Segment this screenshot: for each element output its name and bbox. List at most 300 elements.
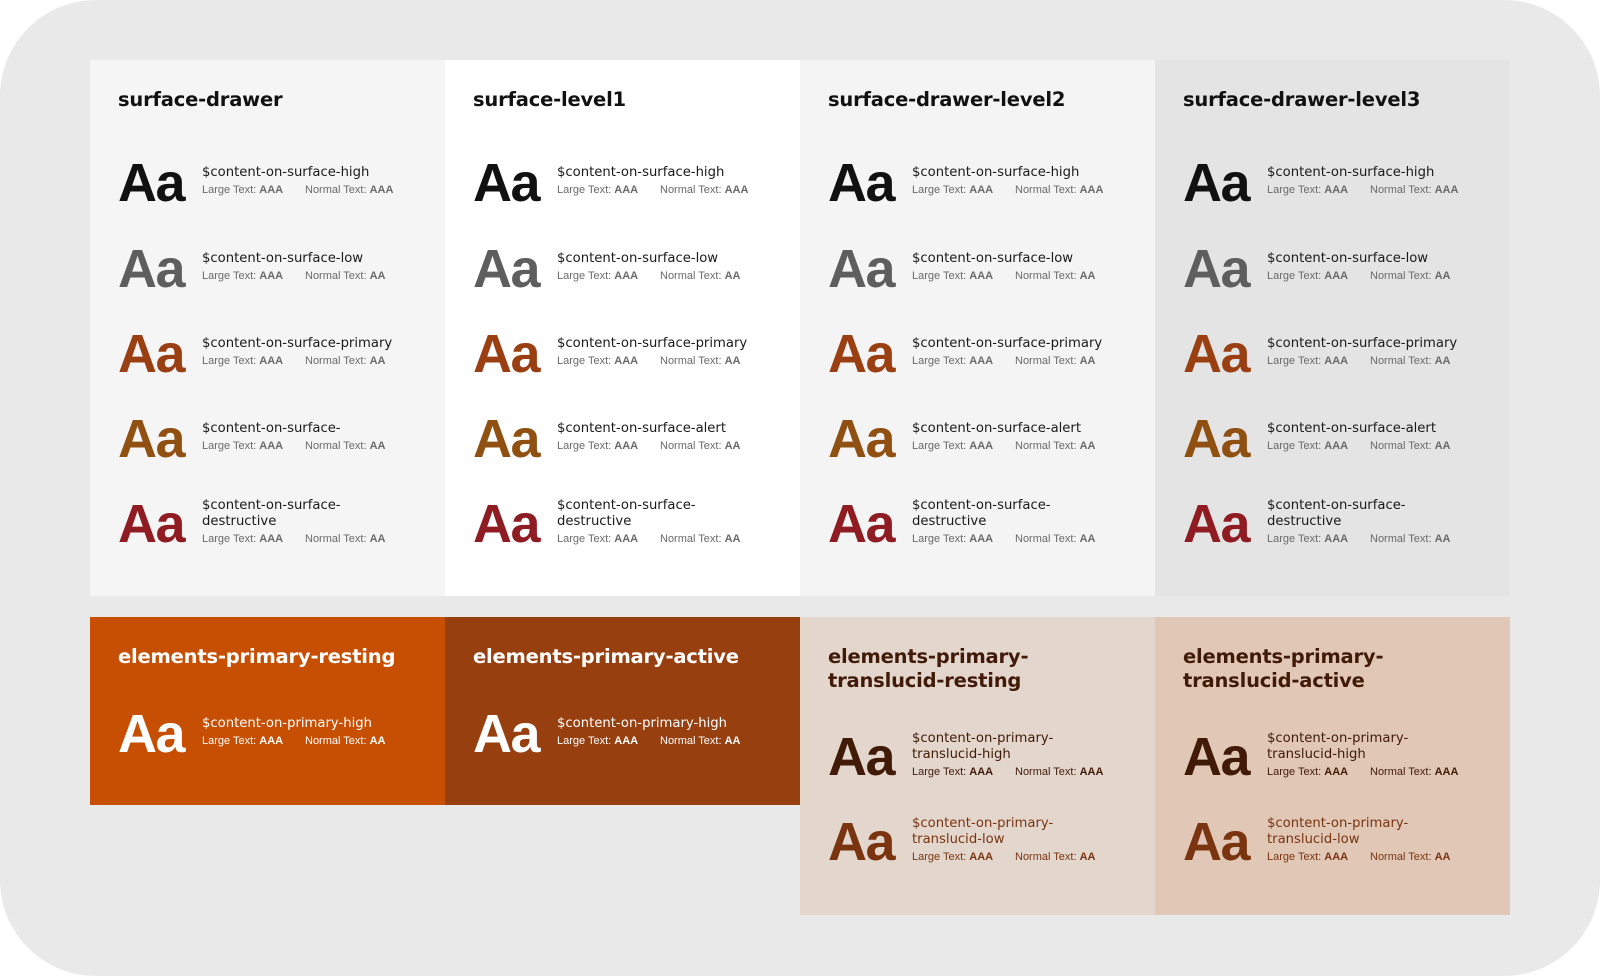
contrast-rating	[202, 354, 438, 368]
normal-text-level: AA	[724, 440, 741, 452]
normal-text-label: Normal Text:	[1015, 440, 1077, 452]
panel-title: elements-primary-active	[473, 645, 739, 668]
large-text-level: AAA	[259, 735, 284, 747]
large-text-label: Large Text:	[202, 533, 257, 545]
large-text-rating	[1267, 765, 1370, 779]
sample-info	[1267, 336, 1503, 368]
contrast-sample	[828, 496, 1148, 552]
normal-text-rating	[1370, 354, 1451, 368]
contrast-rating	[912, 765, 1148, 779]
sample-glyph: Aa	[118, 239, 185, 299]
large-text-label: Large Text:	[912, 270, 967, 282]
large-text-rating	[202, 532, 305, 546]
large-text-rating	[202, 183, 305, 197]
normal-text-level: AA	[724, 270, 741, 282]
large-text-rating	[912, 850, 1015, 864]
large-text-rating	[912, 269, 1015, 283]
sample-glyph: Aa	[473, 239, 540, 299]
large-text-rating	[202, 439, 305, 453]
large-text-level: AAA	[614, 270, 639, 282]
panel-elements-primary-resting	[90, 617, 445, 805]
large-text-level: AAA	[259, 270, 284, 282]
token-name: $content-on-surface-primary	[912, 336, 1103, 351]
normal-text-label: Normal Text:	[1370, 533, 1432, 545]
sample-glyph: Aa	[1183, 812, 1250, 872]
panel-surface-drawer-level2	[800, 60, 1155, 596]
large-text-level: AAA	[1324, 270, 1349, 282]
token-name: $content-on-surface-primary	[202, 336, 393, 351]
token-name: $content-on-surface-low	[1267, 251, 1429, 266]
normal-text-rating	[305, 439, 386, 453]
contrast-rating	[1267, 532, 1503, 546]
sample-info	[1267, 251, 1503, 283]
token-name: $content-on-primary-high	[557, 716, 727, 731]
contrast-rating	[557, 269, 793, 283]
contrast-rating	[1267, 183, 1503, 197]
contrast-rating	[1267, 765, 1503, 779]
large-text-rating	[1267, 850, 1370, 864]
large-text-label: Large Text:	[557, 270, 612, 282]
sample-glyph: Aa	[473, 324, 540, 384]
normal-text-label: Normal Text:	[1370, 851, 1432, 863]
contrast-sample	[473, 411, 793, 467]
normal-text-rating	[660, 439, 741, 453]
normal-text-rating	[1015, 354, 1096, 368]
sample-glyph: Aa	[1183, 494, 1250, 554]
contrast-rating	[912, 532, 1148, 546]
sample-glyph: Aa	[118, 324, 185, 384]
sample-info	[202, 165, 438, 197]
large-text-label: Large Text:	[557, 735, 612, 747]
contrast-rating	[912, 354, 1148, 368]
normal-text-rating	[1370, 850, 1451, 864]
contrast-sample	[473, 155, 793, 211]
sample-glyph: Aa	[828, 324, 895, 384]
normal-text-rating	[305, 354, 386, 368]
sample-info	[202, 716, 438, 748]
normal-text-label: Normal Text:	[660, 735, 722, 747]
large-text-rating	[912, 439, 1015, 453]
large-text-level: AAA	[969, 533, 994, 545]
large-text-level: AAA	[259, 184, 284, 196]
normal-text-rating	[1370, 183, 1458, 197]
contrast-sample	[1183, 155, 1503, 211]
large-text-label: Large Text:	[1267, 184, 1322, 196]
sample-glyph: Aa	[1183, 409, 1250, 469]
large-text-level: AAA	[969, 766, 994, 778]
large-text-rating	[1267, 532, 1370, 546]
sample-info	[912, 731, 1148, 779]
token-name: $content-on-surface-destructive	[1267, 498, 1406, 529]
sample-info	[912, 336, 1148, 368]
panel-elements-primary-translucid-active	[1155, 617, 1510, 915]
large-text-rating	[1267, 354, 1370, 368]
contrast-rating	[1267, 850, 1503, 864]
large-text-label: Large Text:	[202, 735, 257, 747]
surface-panels-row	[90, 60, 1510, 596]
normal-text-level: AA	[369, 355, 386, 367]
sample-info	[557, 336, 793, 368]
normal-text-label: Normal Text:	[1370, 184, 1432, 196]
large-text-level: AAA	[614, 440, 639, 452]
normal-text-rating	[1015, 532, 1096, 546]
normal-text-level: AA	[1079, 533, 1096, 545]
contrast-sample	[828, 411, 1148, 467]
panel-elements-primary-active	[445, 617, 800, 805]
contrast-sample	[828, 814, 1148, 870]
contrast-sample	[1183, 241, 1503, 297]
token-name: $content-on-surface-alert	[557, 421, 727, 436]
token-name: $content-on-surface-alert	[1267, 421, 1437, 436]
normal-text-level: AA	[369, 735, 386, 747]
normal-text-label: Normal Text:	[1015, 766, 1077, 778]
normal-text-label: Normal Text:	[660, 440, 722, 452]
contrast-sample	[118, 326, 438, 382]
sample-glyph: Aa	[828, 409, 895, 469]
large-text-rating	[557, 532, 660, 546]
normal-text-rating	[1370, 269, 1451, 283]
normal-text-label: Normal Text:	[305, 440, 367, 452]
normal-text-rating	[660, 734, 741, 748]
token-name: $content-on-surface-low	[557, 251, 719, 266]
contrast-sample	[828, 729, 1148, 785]
contrast-sample	[828, 326, 1148, 382]
large-text-level: AAA	[259, 355, 284, 367]
large-text-level: AAA	[1324, 355, 1349, 367]
large-text-label: Large Text:	[912, 851, 967, 863]
contrast-rating	[557, 354, 793, 368]
contrast-sample	[1183, 326, 1503, 382]
sample-glyph: Aa	[828, 153, 895, 213]
large-text-level: AAA	[969, 851, 994, 863]
normal-text-level: AA	[1434, 440, 1451, 452]
panel-surface-drawer	[90, 60, 445, 596]
large-text-label: Large Text:	[1267, 440, 1322, 452]
normal-text-level: AA	[1079, 270, 1096, 282]
large-text-level: AAA	[969, 184, 994, 196]
large-text-label: Large Text:	[557, 184, 612, 196]
contrast-sample	[473, 326, 793, 382]
sample-info	[1267, 498, 1503, 546]
normal-text-level: AA	[724, 355, 741, 367]
token-name: $content-on-primary-translucid-high	[912, 731, 1054, 762]
large-text-level: AAA	[259, 533, 284, 545]
sample-glyph: Aa	[828, 727, 895, 787]
contrast-sample	[828, 241, 1148, 297]
large-text-rating	[912, 765, 1015, 779]
contrast-sample	[473, 496, 793, 552]
contrast-sample	[118, 241, 438, 297]
token-name: $content-on-primary-translucid-low	[1267, 816, 1409, 847]
large-text-label: Large Text:	[1267, 533, 1322, 545]
sample-info	[1267, 165, 1503, 197]
large-text-label: Large Text:	[202, 184, 257, 196]
large-text-rating	[202, 354, 305, 368]
sample-info	[912, 251, 1148, 283]
normal-text-level: AAA	[369, 184, 394, 196]
sample-info	[202, 498, 438, 546]
sample-info	[912, 498, 1148, 546]
panel-title: surface-drawer	[118, 88, 283, 111]
large-text-label: Large Text:	[912, 355, 967, 367]
sample-glyph: Aa	[473, 409, 540, 469]
normal-text-label: Normal Text:	[660, 533, 722, 545]
sample-info	[912, 421, 1148, 453]
normal-text-level: AA	[724, 533, 741, 545]
normal-text-level: AA	[1079, 355, 1096, 367]
normal-text-level: AA	[369, 270, 386, 282]
large-text-label: Large Text:	[557, 533, 612, 545]
normal-text-label: Normal Text:	[305, 270, 367, 282]
sample-info	[557, 165, 793, 197]
normal-text-label: Normal Text:	[305, 533, 367, 545]
contrast-rating	[202, 532, 438, 546]
panel-elements-primary-translucid-resting	[800, 617, 1155, 915]
panel-surface-level1	[445, 60, 800, 596]
sample-info	[1267, 731, 1503, 779]
normal-text-level: AAA	[1434, 766, 1459, 778]
large-text-label: Large Text:	[1267, 270, 1322, 282]
large-text-level: AAA	[969, 270, 994, 282]
sample-info	[202, 421, 438, 453]
large-text-rating	[1267, 269, 1370, 283]
token-name: $content-on-surface-high	[1267, 165, 1435, 180]
contrast-sample	[118, 155, 438, 211]
sample-glyph: Aa	[118, 704, 185, 764]
large-text-level: AAA	[1324, 184, 1349, 196]
token-name: $content-on-surface-low	[202, 251, 364, 266]
normal-text-label: Normal Text:	[1015, 270, 1077, 282]
contrast-rating	[202, 734, 438, 748]
large-text-label: Large Text:	[1267, 766, 1322, 778]
large-text-level: AAA	[969, 355, 994, 367]
large-text-level: AAA	[1324, 533, 1349, 545]
sample-info	[1267, 816, 1503, 864]
normal-text-rating	[660, 354, 741, 368]
normal-text-level: AAA	[1079, 766, 1104, 778]
large-text-label: Large Text:	[202, 355, 257, 367]
normal-text-label: Normal Text:	[1015, 533, 1077, 545]
large-text-rating	[912, 183, 1015, 197]
contrast-rating	[912, 183, 1148, 197]
large-text-level: AAA	[614, 533, 639, 545]
sample-glyph: Aa	[473, 704, 540, 764]
token-name: $content-on-surface-alert	[912, 421, 1082, 436]
token-name: $content-on-surface-high	[202, 165, 370, 180]
contrast-sample	[1183, 411, 1503, 467]
contrast-rating	[1267, 439, 1503, 453]
sample-glyph: Aa	[118, 494, 185, 554]
normal-text-rating	[305, 734, 386, 748]
normal-text-label: Normal Text:	[1015, 355, 1077, 367]
large-text-rating	[557, 269, 660, 283]
large-text-rating	[912, 532, 1015, 546]
sample-glyph: Aa	[473, 494, 540, 554]
contrast-sample	[473, 241, 793, 297]
normal-text-level: AA	[369, 533, 386, 545]
normal-text-level: AA	[724, 735, 741, 747]
token-name: $content-on-surface-primary	[557, 336, 748, 351]
token-name: $content-on-surface-destructive	[202, 498, 341, 529]
normal-text-rating	[660, 269, 741, 283]
normal-text-label: Normal Text:	[1370, 440, 1432, 452]
normal-text-label: Normal Text:	[1015, 851, 1077, 863]
sample-glyph: Aa	[473, 153, 540, 213]
large-text-rating	[557, 734, 660, 748]
contrast-rating	[557, 532, 793, 546]
normal-text-rating	[1015, 765, 1103, 779]
large-text-rating	[202, 269, 305, 283]
normal-text-label: Normal Text:	[305, 184, 367, 196]
large-text-label: Large Text:	[912, 440, 967, 452]
token-name: $content-on-primary-translucid-high	[1267, 731, 1409, 762]
contrast-sample	[1183, 496, 1503, 552]
normal-text-rating	[1015, 439, 1096, 453]
panel-title: surface-drawer-level2	[828, 88, 1066, 111]
sample-info	[557, 251, 793, 283]
token-name: $content-on-surface-	[202, 421, 341, 436]
contrast-sample	[828, 155, 1148, 211]
sample-glyph: Aa	[828, 239, 895, 299]
sample-glyph: Aa	[1183, 153, 1250, 213]
normal-text-rating	[305, 532, 386, 546]
normal-text-level: AA	[1434, 533, 1451, 545]
contrast-sample	[1183, 729, 1503, 785]
large-text-label: Large Text:	[557, 355, 612, 367]
normal-text-rating	[1015, 183, 1103, 197]
large-text-level: AAA	[259, 440, 284, 452]
large-text-level: AAA	[614, 735, 639, 747]
panel-title: elements-primary-resting	[118, 645, 396, 668]
token-name: $content-on-primary-translucid-low	[912, 816, 1054, 847]
sample-glyph: Aa	[118, 153, 185, 213]
normal-text-level: AAA	[1434, 184, 1459, 196]
contrast-rating	[202, 183, 438, 197]
normal-text-rating	[1370, 532, 1451, 546]
large-text-label: Large Text:	[202, 270, 257, 282]
sample-glyph: Aa	[828, 494, 895, 554]
large-text-label: Large Text:	[557, 440, 612, 452]
normal-text-label: Normal Text:	[1370, 766, 1432, 778]
normal-text-rating	[1370, 439, 1451, 453]
normal-text-label: Normal Text:	[660, 355, 722, 367]
panel-surface-drawer-level3	[1155, 60, 1510, 596]
sample-info	[1267, 421, 1503, 453]
normal-text-level: AA	[369, 440, 386, 452]
sample-info	[912, 165, 1148, 197]
normal-text-rating	[1370, 765, 1458, 779]
normal-text-rating	[305, 183, 393, 197]
contrast-rating	[912, 850, 1148, 864]
contrast-rating	[202, 439, 438, 453]
large-text-rating	[557, 183, 660, 197]
normal-text-rating	[1015, 850, 1096, 864]
large-text-rating	[912, 354, 1015, 368]
panel-title: elements-primary-translucid-resting	[828, 645, 1029, 692]
normal-text-level: AA	[1434, 355, 1451, 367]
sample-info	[557, 716, 793, 748]
sample-info	[557, 421, 793, 453]
contrast-sample	[118, 496, 438, 552]
normal-text-label: Normal Text:	[1015, 184, 1077, 196]
large-text-label: Large Text:	[912, 184, 967, 196]
sample-info	[202, 251, 438, 283]
normal-text-rating	[1015, 269, 1096, 283]
large-text-label: Large Text:	[912, 766, 967, 778]
sample-info	[557, 498, 793, 546]
normal-text-label: Normal Text:	[1370, 355, 1432, 367]
normal-text-level: AA	[1434, 270, 1451, 282]
large-text-level: AAA	[614, 184, 639, 196]
normal-text-rating	[305, 269, 386, 283]
token-name: $content-on-surface-destructive	[912, 498, 1051, 529]
contrast-rating	[557, 439, 793, 453]
contrast-rating	[912, 269, 1148, 283]
large-text-rating	[1267, 183, 1370, 197]
large-text-level: AAA	[1324, 440, 1349, 452]
normal-text-rating	[660, 183, 748, 197]
normal-text-label: Normal Text:	[660, 270, 722, 282]
token-name: $content-on-primary-high	[202, 716, 372, 731]
contrast-rating	[1267, 354, 1503, 368]
large-text-label: Large Text:	[202, 440, 257, 452]
contrast-rating	[912, 439, 1148, 453]
normal-text-level: AAA	[724, 184, 749, 196]
contrast-sample	[1183, 814, 1503, 870]
token-name: $content-on-surface-primary	[1267, 336, 1458, 351]
large-text-level: AAA	[969, 440, 994, 452]
contrast-rating	[557, 734, 793, 748]
large-text-level: AAA	[614, 355, 639, 367]
normal-text-level: AA	[1079, 440, 1096, 452]
panel-title: elements-primary-translucid-active	[1183, 645, 1384, 692]
normal-text-rating	[660, 532, 741, 546]
sample-info	[912, 816, 1148, 864]
contrast-sample	[473, 706, 793, 762]
large-text-level: AAA	[1324, 766, 1349, 778]
large-text-label: Large Text:	[1267, 851, 1322, 863]
panel-title: surface-level1	[473, 88, 626, 111]
large-text-label: Large Text:	[1267, 355, 1322, 367]
normal-text-label: Normal Text:	[660, 184, 722, 196]
token-name: $content-on-surface-low	[912, 251, 1074, 266]
large-text-level: AAA	[1324, 851, 1349, 863]
sample-info	[202, 336, 438, 368]
normal-text-label: Normal Text:	[1370, 270, 1432, 282]
contrast-rating	[1267, 269, 1503, 283]
normal-text-level: AA	[1079, 851, 1096, 863]
contrast-rating	[557, 183, 793, 197]
panel-title: surface-drawer-level3	[1183, 88, 1421, 111]
normal-text-level: AA	[1434, 851, 1451, 863]
large-text-rating	[557, 354, 660, 368]
sample-glyph: Aa	[1183, 324, 1250, 384]
token-name: $content-on-surface-destructive	[557, 498, 696, 529]
sample-glyph: Aa	[118, 409, 185, 469]
token-name: $content-on-surface-high	[912, 165, 1080, 180]
sample-glyph: Aa	[1183, 727, 1250, 787]
large-text-rating	[1267, 439, 1370, 453]
sample-glyph: Aa	[1183, 239, 1250, 299]
contrast-sample	[118, 411, 438, 467]
large-text-rating	[202, 734, 305, 748]
sample-glyph: Aa	[828, 812, 895, 872]
contrast-rating	[202, 269, 438, 283]
normal-text-label: Normal Text:	[305, 355, 367, 367]
token-name: $content-on-surface-high	[557, 165, 725, 180]
contrast-sample	[118, 706, 438, 762]
large-text-label: Large Text:	[912, 533, 967, 545]
